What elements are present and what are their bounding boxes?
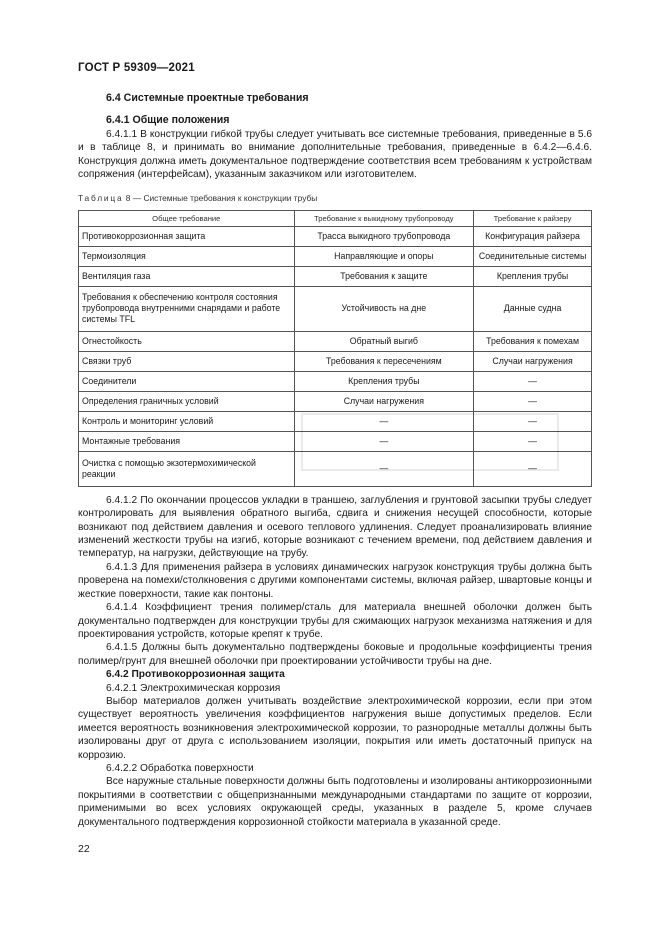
table-row [79,286,592,331]
cell-flowline: Устойчивость на дне [294,286,474,331]
cell-riser: Конфигурация райзера [474,226,592,246]
cell-riser: — [474,411,592,431]
header-general: Общее требование [79,210,295,226]
document-header: ГОСТ Р 59309—2021 [78,62,195,74]
cell-general: Вентиляция газа [79,266,295,286]
cell-general: Связки труб [79,351,295,371]
cell-flowline: Требования к пересечениям [294,351,474,371]
page-content [78,92,592,829]
cell-general: Термоизоляция [79,246,295,266]
cell-riser: Случаи нагружения [474,351,592,371]
paragraph-6-4-1-1: 6.4.1.1 В конструкции гибкой трубы следует учитывать все системные требования, приведенные в 5.6 и в таблице 8, и принимать во внимание дополнительные требования, приведенные в 6.4.2—6.4.6. Конструкция должна иметь документальное подтверждение соответствия всем требованиям к устройствам сопряжения (интерфейсам), указанным заказчиком или изготовителем. [78,128,592,181]
paragraph-6-4-1-4: 6.4.1.4 Коэффициент трения полимер/сталь для материала внешней оболочки должен быть документально подтвержден для конструкции трубы для сжимающих нагрузок механизма натяжения и для проектирования устройств, которые крепят к трубе. [78,602,592,640]
cell-flowline: Трасса выкидного трубопровода [294,226,474,246]
cell-riser: Данные судна [474,286,592,331]
heading-6-4-2-1: 6.4.2.1 Электрохимическая коррозия [106,682,281,694]
table-row [79,411,592,431]
cell-general: Очистка с помощью экзотермохимической реакции [79,451,295,486]
cell-general: Соединители [79,371,295,391]
cell-general: Противокоррозионная защита [79,226,295,246]
cell-flowline: — [294,431,474,451]
table-row [79,371,592,391]
cell-flowline: Крепления трубы [294,371,474,391]
cell-flowline: Требования к защите [294,266,474,286]
requirements-table [78,210,592,487]
table-row [79,351,592,371]
table-caption-text: 8 — Системные требования к конструкции трубы [123,193,318,204]
paragraph-6-4-2-1: Выбор материалов должен учитывать воздействие электрохимической коррозии, если при этом существует вероятность увеличения коэффициентов нагружения выше допустимых пределов. Если имеется вероятность возникновения электрохимической коррозии, то разнородные металлы должны быть изолированы друг от друга с использованием изоляции, покрытия или иметь достаточный припуск на коррозию. [78,695,592,761]
table-row [79,431,592,451]
page-number: 22 [78,843,90,855]
cell-riser: Требования к помехам [474,331,592,351]
table-header-row [79,210,592,226]
table-row [79,451,592,486]
cell-riser: — [474,371,592,391]
section-title: 6.4 Системные проектные требования [106,92,309,104]
table-caption-prefix: Таблица [78,193,124,204]
cell-flowline: Направляющие и опоры [294,246,474,266]
table-row [79,266,592,286]
cell-general: Определения граничных условий [79,391,295,411]
cell-flowline: — [294,451,474,486]
table-row [79,246,592,266]
table-row [79,331,592,351]
heading-6-4-2: 6.4.2 Противокоррозионная защита [106,669,285,681]
header-riser: Требование к райзеру [474,210,592,226]
cell-riser: Соединительные системы [474,246,592,266]
paragraph-6-4-1-3: 6.4.1.3 Для применения райзера в условиях динамических нагрузок конструкция трубы должна быть проверена на помехи/столкновения с другими компонентами системы, включая райзер, швартовые концы и жесткие поверхности, такие как понтоны. [78,561,592,600]
paragraph-6-4-1-5: 6.4.1.5 Должны быть документально подтверждены боковые и продольные коэффициенты трения полимер/грунт для внешней оболочки при проектировании устойчивости трубы на дне. [78,642,592,667]
cell-flowline: Случаи нагружения [294,391,474,411]
paragraph-6-4-2-2: Все наружные стальные поверхности должны быть подготовлены и изолированы антикоррозионными покрытиями в соответствии с общепризнанными международными стандартами по защите от коррозии, применимыми во всех условиях окружающей среды, указанных в разделе 5, кроме случаев документального подтверждения коррозионной стойкости материала в указанной среде. [78,776,592,828]
cell-general: Контроль и мониторинг условий [79,411,295,431]
table-row [79,391,592,411]
table-caption [78,192,592,205]
cell-flowline: Обратный выгиб [294,331,474,351]
paragraph-6-4-1-2: 6.4.1.2 По окончании процессов укладки в траншею, заглубления и грунтовой засыпки трубы следует контролировать для выявления обратного выгиба, сдвига и снижения несущей способности, которые возникают под действием давления и осевого теплового удлинения. Следует проанализировать влияние изменений жесткости трубы на изгиб, которые возникают с течением времени, под действием давления и температур, на нагрузки, действующие на трубу. [78,494,592,560]
cell-flowline: — [294,411,474,431]
cell-riser: Крепления трубы [474,266,592,286]
cell-riser: — [474,391,592,411]
cell-general: Монтажные требования [79,431,295,451]
cell-riser: — [474,431,592,451]
header-flowline: Требование к выкидному трубопроводу [294,210,474,226]
table-row [79,226,592,246]
heading-6-4-2-2: 6.4.2.2 Обработка поверхности [106,762,254,774]
cell-general: Огнестойкость [79,331,295,351]
cell-riser: — [474,451,592,486]
cell-general: Требования к обеспечению контроля состояния трубопровода внутренними снарядами и работе системы TFL [79,286,295,331]
subsection-title: 6.4.1 Общие положения [106,114,230,127]
